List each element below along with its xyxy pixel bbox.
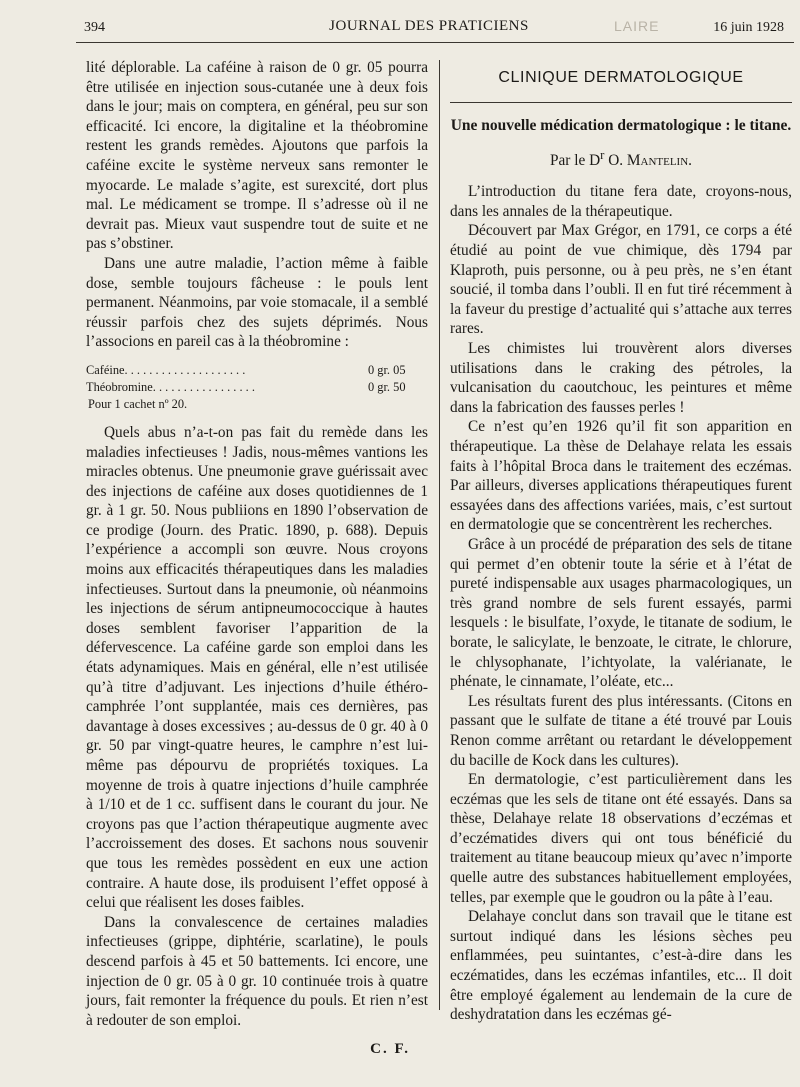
prescription-item: Caféine. . . . . . . . . . . . . . . . . . . . bbox=[86, 362, 246, 377]
right-paragraph-5: Grâce à un procédé de préparation des sels de titane qui permet d’en obtenir toute la série et à l’état de pureté indispensable aux usages pharmacologiques, un très grand nombre de sels furent essayés, parmi lesquels : le bisulfate, l’oxyde, le titanate de sodium, le borate, le salicylate, le benzoate, le citrate, le chlorure, le chlysophanate, l’ichtyolate, la valérianate, le phénate, le cinnamate, l’oléate, etc... bbox=[450, 535, 792, 691]
left-paragraph-3: Quels abus n’a-t-on pas fait du remède dans les maladies infectieuses ! Jadis, nous-mêmes vantions les miracles obtenus. Une pneumonie grave guérissait avec des injections de caféine aux doses quotidiennes de 1 gr. à 1 gr. 50. Nous publiions en 1890 l’observation de ce prodige (Journ. des Pratic. 1890, p. 688). Depuis l’expérience a accompli son œuvre. Nous croyons moins aux efficacités thérapeutiques dans les maladies infectieuses. Surtout dans la pneumonie, où néanmoins les injections de sérum antipneumococcique à hautes doses semblent favoriser l’apparition de la défervescence. La caféine garde son emploi dans les états adynamiques. Mais en général, elle n’est utilisée qu’à titre d’adjuvant. Les injections d’huile éthéro-camphrée l’ont supplantée, mais ces dernières, pas davantage à doses excessives ; au-dessus de 0 gr. 40 à 0 gr. 50 par vingt-quatre heures, le camphre n’est lui-même pas dépourvu de propriétés toxiques. La moyenne de trois à quatre injections d’huile camphrée à 1/10 et de 1 cc. suffisent dans le courant du jour. Ne croyons pas que l’action thérapeutique augmente avec l’accroissement des doses. Et sachons nous souvenir que tous les remèdes possèdent en eux une action contraire. A haute dose, ils produisent l’effet opposé à celui que réalisent les doses faibles. bbox=[86, 423, 428, 912]
right-paragraph-3: Les chimistes lui trouvèrent alors diverses utilisations dans le craking des pétroles, la vulcanisation du caoutchouc, les peintures et même dans la fabrication des fausses perles ! bbox=[450, 340, 792, 416]
page-number: 394 bbox=[84, 20, 105, 35]
prescription-note: Pour 1 cachet nº 20. bbox=[88, 396, 188, 411]
signature: C. F. bbox=[370, 1041, 410, 1058]
section-heading: CLINIQUE DERMATOLOGIQUE bbox=[498, 69, 744, 86]
prescription-line bbox=[86, 362, 428, 379]
right-paragraph-4: Ce n’est qu’en 1926 qu’il fit son apparition en thérapeutique. La thèse de Delahaye relata les essais faits à l’hôpital Broca dans le traitement des eczémas. Par ailleurs, diverses applications thérapeutiques furent essayées dans des affections variées, mais, c’est surtout en dermatologie que se concentrèrent les recherches. bbox=[450, 418, 792, 534]
prescription-dose: 0 gr. 50 bbox=[368, 379, 406, 394]
article-byline bbox=[450, 146, 792, 171]
byline-prefix: Par le D bbox=[550, 151, 601, 169]
right-paragraph-6: Les résultats furent des plus intéressants. (Citons en passant que le sulfate de titane a été trouvé par Louis Renon comme arrêtant ou retardant le développement du bacille de Kock dans les cultures). bbox=[450, 692, 792, 769]
prescription-line bbox=[86, 379, 428, 396]
page-header bbox=[70, 18, 788, 40]
right-column bbox=[450, 58, 792, 1025]
byline-superscript: r bbox=[600, 147, 605, 162]
author-name: O. Mantelin. bbox=[608, 151, 692, 169]
prescription bbox=[86, 362, 428, 413]
column-divider bbox=[439, 60, 440, 1010]
right-paragraph-8: Delahaye conclut dans son travail que le titane est surtout indiqué dans les lésions sèches peu enflammées, peu suintantes, c’est-à-dire dans les eczématides, dans les eczémas infantiles, etc... Il doit être employé également au lendemain de la cure de deshydratation dans les eczémas gé- bbox=[450, 908, 792, 1024]
issue-date: 16 juin 1928 bbox=[713, 20, 784, 35]
prescription-item: Théobromine. . . . . . . . . . . . . . . . . bbox=[86, 379, 255, 394]
right-paragraph-2: Découvert par Max Grégor, en 1791, ce corps a été étudié au point de vue chimique, dès 1794 par Klaproth, puis personne, ou à peu près, ne s’en étant soucié, il tomba dans l’oubli. Il en fut tiré récemment à la faveur du prestige d’actualité qui s’attache aux terres rares. bbox=[450, 222, 792, 338]
left-paragraph-4: Dans la convalescence de certaines maladies infectieuses (grippe, diphtérie, scarlatine), le pouls descend parfois à 45 et 50 battements. Ici encore, une injection de 0 gr. 05 à 0 gr. 10 continuée trois à quatre jours, fait remonter la fréquence du pouls. Et rien n’est à redouter de son emploi. bbox=[86, 913, 428, 1029]
left-paragraph-1: lité déplorable. La caféine à raison de 0 gr. 05 pourra être utilisée en injection sous-cutanée une à deux fois dans le jour; mais on comptera, en général, peu sur son efficacité. Ici encore, la digitaline et la théobromine restent les grands remèdes. Ajoutons que parfois la caféine excite le système nerveux sans remonter le myocarde. Le malade s’agite, est surexcité, dort plus mal. Le médicament se trompe. Il s’adresse où il ne devrait pas. Mieux vaut suspendre tout de suite et ne pas s’obstiner. bbox=[86, 59, 428, 253]
library-stamp: LAIRE bbox=[614, 18, 660, 34]
article-title: Une nouvelle médication dermatologique : le titane. bbox=[450, 116, 792, 134]
left-paragraph-2: Dans une autre maladie, l’action même à faible dose, semble toujours fâcheuse : le pouls lent permanent. Néanmoins, par voie stomacale, il a semblé réussir parfois chez des sujets déprimés. Nous l’associons en pareil cas à la théobromine : bbox=[86, 254, 428, 351]
prescription-dose: 0 gr. 05 bbox=[368, 362, 406, 377]
journal-title: JOURNAL DES PRATICIENS bbox=[329, 18, 529, 34]
right-paragraph-7: En dermatologie, c’est particulièrement dans les eczémas que les sels de titane ont été essayés. Dans sa thèse, Delahaye relate 18 observations d’eczémas et d’eczématides divers qui ont tous bénéficié du traitement au titane beaucoup mieux qu’avec n’importe quelle autre des substances habituellement employées, telles, par exemple que le goudron ou la pâte à l’eau. bbox=[450, 771, 792, 906]
section-rule bbox=[450, 102, 792, 103]
right-paragraph-1: L’introduction du titane fera date, croyons-nous, dans les annales de la thérapeutique. bbox=[450, 183, 792, 220]
left-column bbox=[86, 58, 428, 1060]
header-rule bbox=[76, 42, 794, 43]
